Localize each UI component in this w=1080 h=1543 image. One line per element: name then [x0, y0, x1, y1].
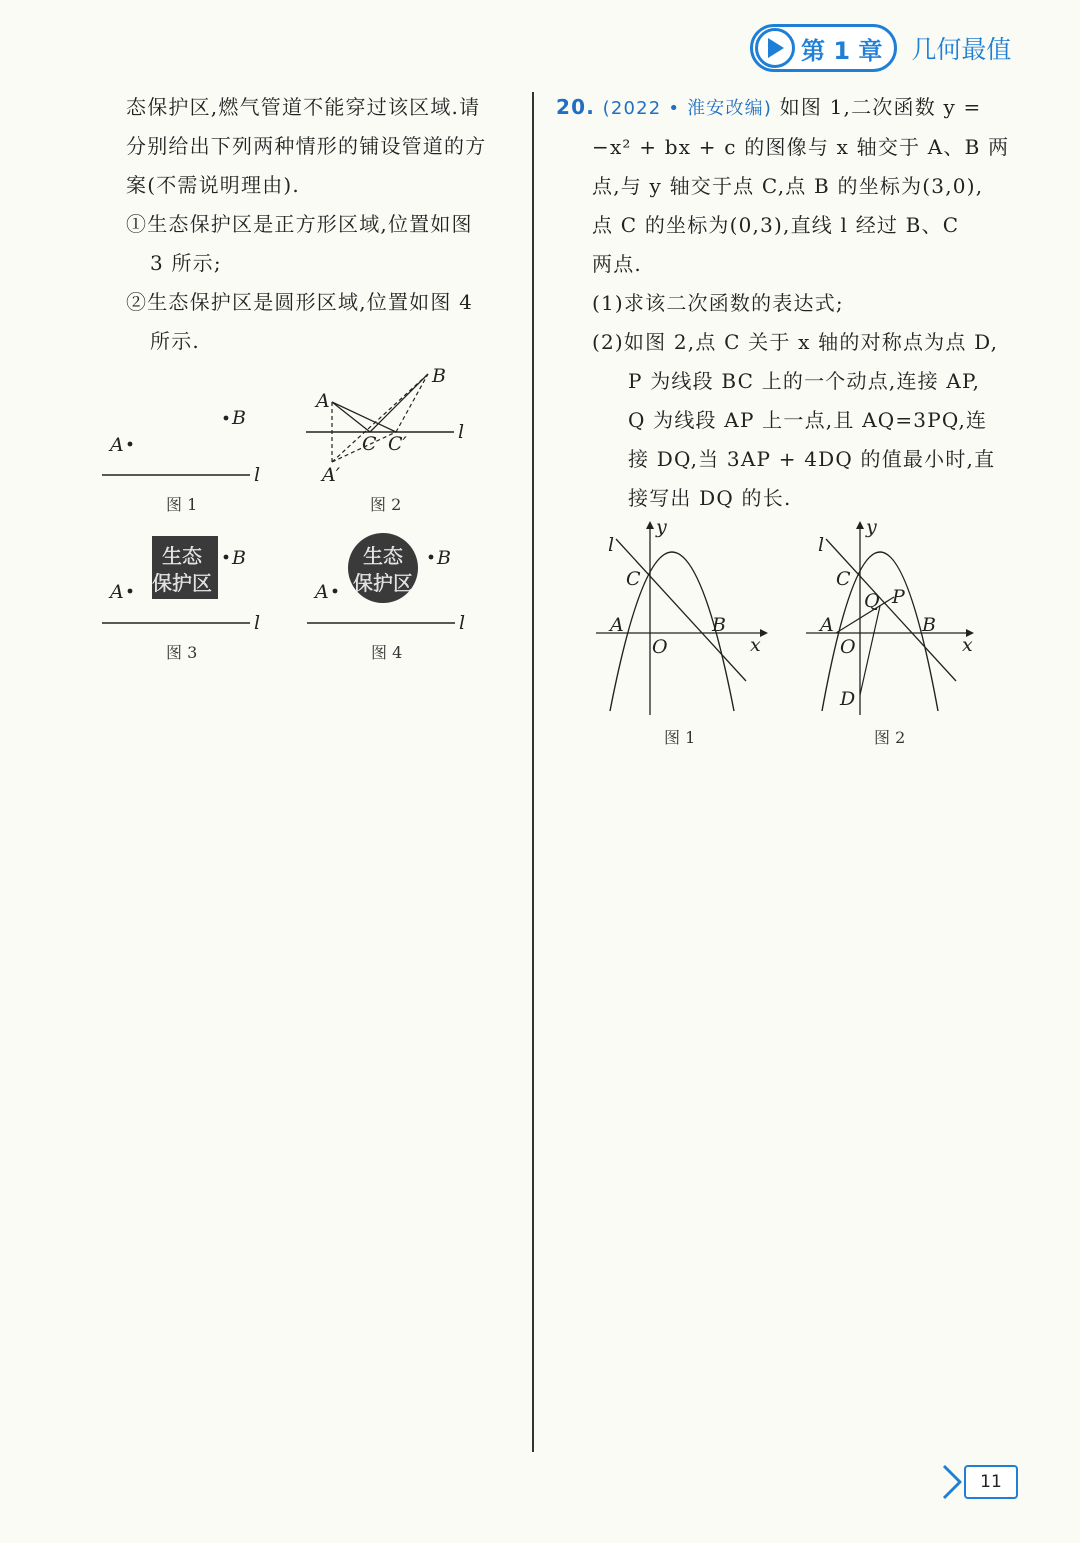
label-a: A: [110, 581, 124, 603]
label-c: C: [836, 568, 851, 590]
text-line: ①生态保护区是正方形区域,位置如图: [126, 212, 473, 236]
label-y: y: [866, 516, 877, 538]
label-l: l: [458, 421, 465, 443]
figure-caption: 图 2: [874, 728, 906, 747]
play-icon: [755, 28, 795, 68]
text-line: 案(不需说明理由).: [126, 173, 300, 197]
text-line: 分别给出下列两种情形的铺设管道的方: [126, 134, 487, 158]
label-p: P: [892, 586, 905, 608]
text-line: 点 C 的坐标为(0,3),直线 l 经过 B、C: [592, 213, 960, 237]
right-column-text: [556, 88, 1016, 518]
label-x: x: [750, 634, 761, 656]
label-d: D: [840, 688, 856, 710]
label-q: Q: [864, 590, 880, 612]
left-figure-3: [100, 530, 270, 660]
zone-label: 保护区: [152, 571, 212, 595]
text-line: ②生态保护区是圆形区域,位置如图 4: [126, 290, 474, 314]
label-l: l: [459, 612, 466, 634]
text-line: −x² + bx + c 的图像与 x 轴交于 A、B 两: [592, 135, 1010, 159]
question-part-1: (1)求该二次函数的表达式;: [592, 291, 844, 315]
question-source: (2022 • 淮安改编): [602, 98, 773, 119]
label-l: l: [254, 464, 261, 486]
label-a-prime: A′: [322, 464, 341, 486]
left-figure-2: [300, 360, 480, 520]
label-b: B: [232, 547, 246, 569]
question-part-2: (2)如图 2,点 C 关于 x 轴的对称点为点 D,: [592, 330, 999, 354]
text-line: 态保护区,燃气管道不能穿过该区域.请: [126, 95, 481, 119]
figure-caption: 图 2: [370, 495, 402, 514]
chapter-label: 第 1 章: [801, 36, 883, 65]
zone-label: 生态: [162, 544, 202, 568]
figure-caption: 图 1: [166, 495, 198, 514]
figure-caption: 图 1: [664, 728, 696, 747]
zone-label: 生态: [363, 544, 403, 568]
label-x: x: [962, 634, 973, 656]
left-column-text: [126, 88, 518, 361]
label-b: B: [437, 547, 451, 569]
label-b: B: [712, 614, 726, 636]
label-y: y: [656, 516, 667, 538]
figure-caption: 图 3: [166, 643, 198, 662]
page-number: 11: [964, 1465, 1018, 1499]
left-figure-4: [305, 530, 475, 660]
label-a: A: [820, 614, 834, 636]
column-divider: [532, 92, 534, 1452]
right-figure-2: [800, 515, 990, 755]
chapter-title: 几何最值: [911, 35, 1012, 64]
label-a: A: [315, 581, 329, 603]
left-figure-1: [100, 400, 270, 520]
chapter-header: [750, 24, 1011, 72]
label-c-prime: C′: [388, 433, 407, 455]
text-line: 3 所示;: [150, 251, 222, 275]
chapter-badge: [750, 24, 897, 72]
right-figure-1: [590, 515, 780, 755]
label-l: l: [254, 612, 261, 634]
label-l: l: [818, 534, 825, 556]
page-number-badge: [942, 1464, 1018, 1500]
text-line: 接 DQ,当 3AP + 4DQ 的值最小时,直: [628, 447, 996, 471]
question-number: 20.: [556, 95, 596, 119]
label-c: C: [626, 568, 641, 590]
label-b: B: [922, 614, 936, 636]
label-a: A: [110, 434, 124, 456]
label-b: B: [432, 365, 446, 387]
page-arrow-icon: [942, 1464, 964, 1500]
label-a: A: [610, 614, 624, 636]
text-line: 如图 1,二次函数 y =: [779, 95, 982, 119]
label-c: C: [362, 433, 377, 455]
text-line: P 为线段 BC 上的一个动点,连接 AP,: [628, 369, 981, 393]
question-20: [556, 88, 1016, 128]
text-line: 所示.: [150, 329, 200, 353]
text-line: 点,与 y 轴交于点 C,点 B 的坐标为(3,0),: [592, 174, 984, 198]
text-line: Q 为线段 AP 上一点,且 AQ=3PQ,连: [628, 408, 988, 432]
zone-label: 保护区: [353, 571, 413, 595]
label-a: A: [316, 390, 330, 412]
label-o: O: [652, 636, 668, 658]
figure-caption: 图 4: [371, 643, 403, 662]
label-o: O: [840, 636, 856, 658]
text-line: 接写出 DQ 的长.: [628, 486, 792, 510]
label-b: B: [232, 407, 246, 429]
label-l: l: [608, 534, 615, 556]
text-line: 两点.: [592, 252, 642, 276]
